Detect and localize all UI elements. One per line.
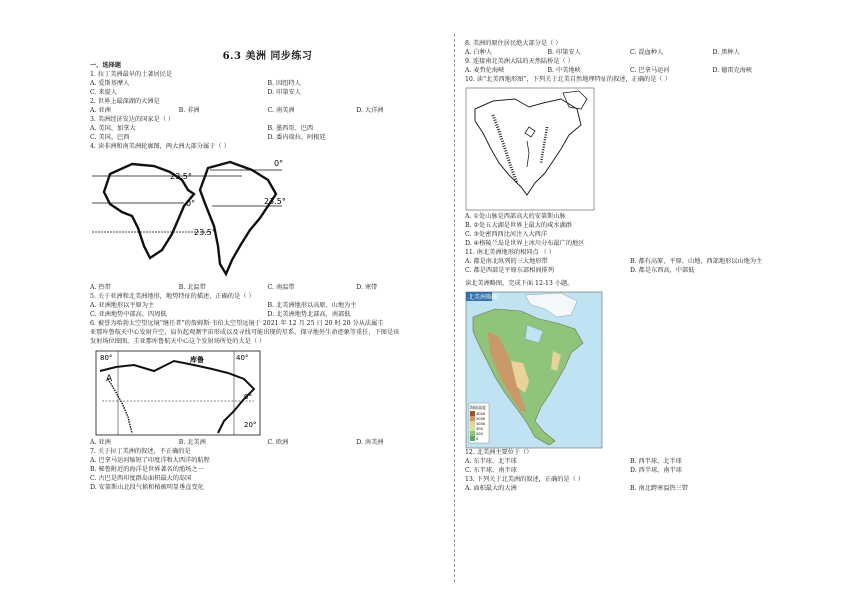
- option-d[interactable]: D. 都是东西高，中部低: [630, 267, 695, 274]
- option-d[interactable]: D. 委内瑞拉、阿根廷: [267, 134, 326, 141]
- legend-title: 海拔高度: [470, 405, 486, 410]
- page-title: 6.3 美洲 同步练习: [222, 51, 313, 62]
- legend-swatch-6: [470, 436, 475, 441]
- question-13-stem: 13. 下列关于北美洲的叙述，正确的是（ ）: [465, 476, 584, 483]
- option-b[interactable]: B. 南北跨寒温热三带: [630, 485, 688, 492]
- question-7-option-a[interactable]: A. 巴拿马运河缩短了印度洋和大西洋的航程: [90, 457, 210, 464]
- option-a[interactable]: A. 热带: [90, 284, 111, 291]
- option-c[interactable]: C. 都是西部是平原东部相间排列: [465, 267, 554, 274]
- legend-value-2: 2000: [476, 417, 486, 421]
- option-a[interactable]: A. 美国、加拿大: [90, 125, 136, 132]
- question-9-stem: 9. 连接南北美洲大陆的天然陆桥是（ ）: [465, 58, 574, 65]
- option-a[interactable]: A. 亚洲: [90, 107, 111, 114]
- point-a-label: A: [106, 374, 113, 384]
- option-b[interactable]: B. 北美洲: [178, 439, 206, 446]
- option-a[interactable]: A. 都是南北纵列的三大地形带: [465, 258, 548, 265]
- option-b[interactable]: B. 墨西哥、巴西: [267, 125, 314, 132]
- legend-swatch-2: [470, 416, 475, 421]
- legend-swatch-4: [470, 426, 475, 431]
- question-9-options: [465, 67, 795, 76]
- legend-value-1: 3000: [476, 412, 486, 416]
- option-b[interactable]: B. 西半球、北半球: [630, 458, 682, 465]
- question-11-options-2: [465, 267, 795, 276]
- reading-instruction: 读北美洲略图，完成下面 12-13 小题。: [465, 280, 574, 287]
- continent-outline-figure: [92, 154, 292, 284]
- question-3-stem: 3. 美洲经济发达的国家是（ ）: [90, 116, 175, 123]
- option-c[interactable]: C. 来提人: [90, 89, 118, 96]
- left-column: [90, 44, 445, 493]
- option-c[interactable]: C. 南温带: [267, 284, 295, 291]
- question-5-stem: 5. 关于亚洲和北美洲地形，地势特征的描述，正确的是（ ）: [90, 293, 255, 300]
- na-outline-figure: [465, 87, 595, 211]
- option-b[interactable]: B. 北温带: [178, 284, 206, 291]
- equator-label: 0°: [186, 199, 196, 208]
- legend-value-5: 200: [476, 432, 483, 436]
- option-c[interactable]: C. 巴拿马运河: [630, 67, 670, 74]
- option-a[interactable]: A. 东半球、北半球: [465, 458, 517, 465]
- option-d[interactable]: D. 黑种人: [712, 49, 740, 56]
- option-b[interactable]: B. 印第安人: [547, 49, 581, 56]
- option-c[interactable]: C. 美国、巴西: [90, 134, 130, 141]
- andes-line: [108, 379, 132, 433]
- legend-value-6: 0: [476, 437, 479, 441]
- lon-west-label: 80°: [100, 354, 113, 362]
- question-8-stem: 8. 美洲的原住居民绝大部分是（ ）: [465, 40, 562, 47]
- question-10-stem: 10. 读“北美西地形图”，下列关于北美自然地理特征的叙述，正确的是（ ）: [465, 76, 671, 83]
- legend-value-3: 1000: [476, 422, 486, 426]
- africa-south-tropic-label: 23.5°: [194, 228, 216, 237]
- question-1-options: [90, 80, 445, 89]
- option-d[interactable]: D. 寒带: [356, 284, 378, 291]
- map-title: 北美洲略图: [468, 294, 499, 301]
- question-10-option-d[interactable]: D. ④格陵兰岛是世界上冰川分布最广的地区: [465, 240, 585, 247]
- question-12-options-2: [465, 467, 795, 476]
- question-12-stem: 12. 北美洲主要位于（）: [465, 449, 533, 456]
- question-11-options: [465, 258, 795, 267]
- question-1-stem: 1. 拉丁美洲最早的土著居民是: [90, 71, 173, 78]
- option-d[interactable]: D. 德雷克海峡: [712, 67, 753, 74]
- north-america-outline-map: [465, 85, 795, 213]
- guiana-launch-map: [90, 347, 445, 439]
- option-b[interactable]: B. 中美地峡: [547, 67, 581, 74]
- option-a[interactable]: A. 面积最大的大洲: [465, 485, 517, 492]
- legend-swatch-3: [470, 421, 475, 426]
- option-c[interactable]: C. 欧洲: [267, 439, 289, 446]
- option-d[interactable]: D. 大洋洲: [356, 107, 384, 114]
- map-frame: [96, 351, 260, 435]
- lat-eq-label: 0°: [244, 393, 252, 401]
- coastline: [100, 361, 257, 433]
- option-b[interactable]: B. 因纽特人: [267, 80, 301, 87]
- question-2-options: [90, 107, 445, 116]
- option-d[interactable]: D. 印第安人: [267, 89, 301, 96]
- sa-equator-label: 0°: [274, 159, 284, 168]
- option-d[interactable]: D. 西半球、南半球: [630, 467, 682, 474]
- right-column: [465, 40, 795, 494]
- question-1-options-2: [90, 89, 445, 98]
- lon-east-label: 40°: [236, 354, 249, 362]
- question-3-options: [90, 125, 445, 134]
- question-7-option-d[interactable]: D. 安第斯山北段气候和植被明显垂直变化: [90, 484, 204, 491]
- question-6-stem-2: 亚那库鲁航天中心发射升空，肩负起观测宇宙形成以及寻找可能出现的星系、探寻地外生命迹象等重任，下图是该: [90, 329, 400, 336]
- option-b[interactable]: B. 北美洲地形以高原、山地为主: [267, 302, 357, 309]
- lat-s-label: 20°: [244, 421, 257, 429]
- question-10-option-c[interactable]: C. ③处密西西比河注入大西洋: [465, 231, 548, 238]
- question-7-option-c[interactable]: C. 古巴是西印度群岛面积最大的岛国: [90, 475, 192, 482]
- africa-tropic-label: 23.5°: [170, 172, 192, 181]
- question-11-stem: 11. 南北美洲地形的相同点 （ ）: [465, 249, 555, 256]
- question-4-options: [90, 284, 445, 293]
- north-america-relief-map: [465, 289, 795, 449]
- africa-south-america-map: [90, 152, 445, 284]
- option-b[interactable]: B. 都有高原、平原、山地，西部地形以山地为主: [630, 258, 763, 265]
- question-4-stem: 4. 读非洲和南美洲轮廓图，两大洲大部分属于（ ）: [90, 143, 230, 150]
- question-7-option-b[interactable]: B. 秘鲁附近的海洋是世界著名的渔场之一: [90, 466, 204, 473]
- option-a[interactable]: A. 爱斯基摩人: [90, 80, 130, 87]
- kourou-label: 库鲁: [190, 356, 204, 364]
- na-relief-figure: [465, 291, 603, 449]
- option-c[interactable]: C. 南美洲: [267, 107, 295, 114]
- question-6-options: [90, 439, 445, 448]
- option-c[interactable]: C. 混血种人: [630, 49, 664, 56]
- question-5-options: [90, 302, 445, 311]
- option-d[interactable]: D. 南美洲: [356, 439, 384, 446]
- question-10-option-b[interactable]: B. ②处五大湖是世界上最大的咸水湖群: [465, 222, 572, 229]
- option-d[interactable]: D. 北美洲地势北部高，南部低: [267, 311, 351, 318]
- sa-tropic-label: 23.5°: [264, 197, 286, 206]
- south-america-outline: [200, 162, 276, 274]
- option-b[interactable]: B. 非洲: [178, 107, 200, 114]
- option-a[interactable]: A. 白种人: [465, 49, 492, 56]
- question-12-options: [465, 458, 795, 467]
- question-5-options-2: [90, 311, 445, 320]
- question-6-stem-3: 发射场位图图。圭亚那库鲁航天中心这个发射场所处的大是（ ）: [90, 338, 266, 345]
- question-8-options: [465, 49, 795, 58]
- legend-swatch-5: [470, 431, 475, 436]
- option-a[interactable]: A. 麦哲伦海峡: [465, 67, 505, 74]
- option-a[interactable]: A. 亚洲地形以平原为主: [90, 302, 155, 309]
- column-divider: [454, 34, 455, 582]
- question-2-stem: 2. 世界上最深湖的大洲是: [90, 98, 160, 105]
- section-heading: 一、选择题: [90, 62, 121, 69]
- legend-value-4: 500: [476, 427, 483, 431]
- question-6-stem-1: 6. 被誉为哈勃太空望远镜“继任者”的詹姆斯·韦伯太空望远镜于 2021 年 12 月 25 日 20 时 20 分从法属圭: [90, 320, 384, 327]
- question-7-stem: 7. 关于拉丁美洲的叙述，不正确的是: [90, 448, 191, 455]
- legend-swatch-1: [470, 411, 475, 416]
- launch-site-figure: [94, 349, 264, 437]
- question-3-options-2: [90, 134, 445, 143]
- question-10-option-a[interactable]: A. ①处山脉是西部高大的安第斯山脉: [465, 213, 566, 220]
- question-13-options: [465, 485, 795, 494]
- option-c[interactable]: C. 东半球、南半球: [465, 467, 517, 474]
- option-a[interactable]: A. 亚洲: [90, 439, 111, 446]
- option-c[interactable]: C. 亚洲地势中部高、四周低: [90, 311, 167, 318]
